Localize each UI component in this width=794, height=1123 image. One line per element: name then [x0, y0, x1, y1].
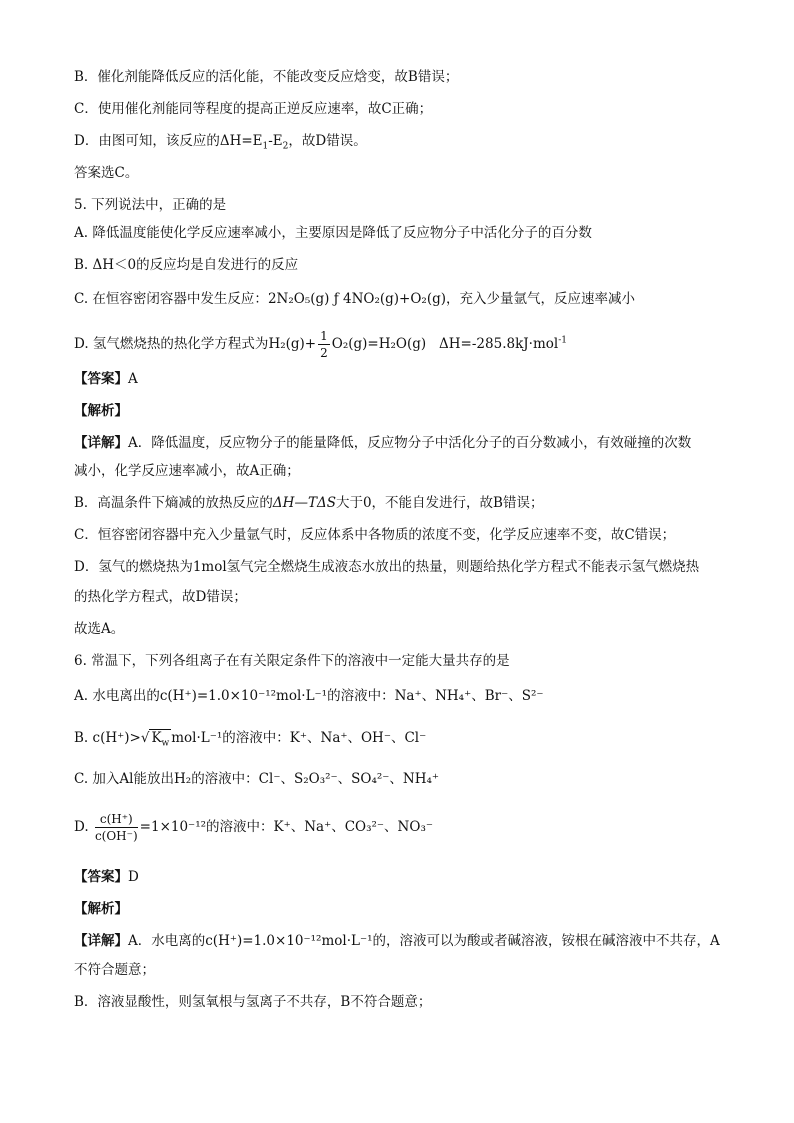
text-span: D．由图可知，该反应的ΔH=E — [74, 133, 263, 149]
subscript: 2 — [282, 141, 289, 152]
equation: O₂(g)=H₂O(g) — [331, 336, 427, 352]
analysis-tag — [74, 401, 128, 421]
text-span: A．降低温度，反应物分子的能量降低，反应物分子中活化分子的百分数减小，有效碰撞的次数 — [128, 435, 692, 451]
equation: H₂ — [174, 771, 192, 787]
text-span: D. 氢气燃烧热的热化学方程式为 — [74, 336, 269, 352]
text-line: 的热化学方程式，故D错误； — [74, 589, 247, 605]
analysis-label: 【解析】 — [74, 901, 128, 917]
text-span: 的溶液中：Na⁺、NH₄⁺、Br⁻、S²⁻ — [327, 688, 544, 704]
equation: mol·L⁻¹ — [171, 730, 223, 746]
text-span: -E — [268, 133, 283, 149]
text-span: C. 加入Al能放出 — [74, 771, 174, 787]
denominator: 2 — [320, 346, 328, 360]
answer-tag: 【答案】 — [74, 869, 128, 885]
analysis-label: 【解析】 — [74, 403, 128, 419]
text-line: B．溶液显酸性，则氢氧根与氢离子不共存，B不符合题意； — [74, 994, 432, 1010]
option-c — [74, 769, 439, 789]
text-span: A．水电离的c(H⁺)=1.0×10⁻¹²mol·L⁻¹的，溶液可以为酸或者碱溶液，铵根在碱溶液中不共存，A — [128, 933, 720, 949]
text-line: D．氢气的燃烧热为1mol氢气完全燃烧生成液态水放出的热量，则题给热化学方程式不能表示氢气燃烧热 — [74, 559, 700, 575]
answer-value: A — [128, 371, 138, 387]
denominator: c(OH⁻) — [94, 829, 138, 843]
detail-line — [74, 433, 691, 453]
question-title: 6. 常温下，下列各组离子在有关限定条件下的溶液中一定能大量共存的是 — [74, 653, 510, 669]
subscript: w — [161, 738, 170, 749]
equation: c(H⁺)=1.0×10⁻¹²mol·L⁻¹ — [159, 688, 328, 704]
text-line: 不符合题意； — [74, 962, 155, 978]
option-d — [74, 811, 433, 844]
text-line: C．使用催化剂能同等程度的提高正逆反应速率，故C正确； — [74, 101, 433, 117]
text-span: 的溶液中：K⁺、Na⁺、CO₃²⁻、NO₃⁻ — [206, 819, 433, 835]
text-line: 答案选C。 — [74, 165, 139, 181]
text-line: B．催化剂能降低反应的活化能，不能改变反应焓变，故B错误； — [74, 69, 459, 85]
text-span: K — [151, 730, 162, 746]
question-title: 5. 下列说法中，正确的是 — [74, 197, 227, 213]
option-c — [74, 289, 635, 309]
text-span: B．高温条件下熵减的放热反应的 — [74, 495, 273, 511]
superscript: -1 — [558, 335, 567, 346]
option-d — [74, 328, 567, 361]
equation: H₂(g)+ — [268, 336, 317, 352]
text-line — [74, 493, 543, 513]
text-span: 的溶液中：Cl⁻、S₂O₃²⁻、SO₄²⁻、NH₄⁺ — [191, 771, 440, 787]
text-span: ，充入少量氩气，反应速率减小 — [446, 291, 636, 307]
numerator: c(H⁺) — [95, 811, 138, 828]
fraction — [318, 328, 330, 361]
option-b: B. ΔH＜0的反应均是自发进行的反应 — [74, 257, 299, 273]
equation: c(H⁺)> — [92, 730, 141, 746]
sqrt-radicand — [149, 729, 171, 749]
detail-tag: 【详解】 — [74, 933, 128, 949]
text-span: C. 在恒容密闭容器中发生反应： — [74, 291, 268, 307]
option-a — [74, 686, 544, 706]
text-line: C．恒容密闭容器中充入少量氩气时，反应体系中各物质的浓度不变，化学反应速率不变，故C错误； — [74, 527, 676, 543]
text-span: 的溶液中：K⁺、Na⁺、OH⁻、Cl⁻ — [222, 730, 427, 746]
option-a: A. 降低温度能使化学反应速率减小，主要原因是降低了反应物分子中活化分子的百分数 — [74, 225, 592, 241]
answer-line — [74, 369, 138, 389]
text-span: B. — [74, 730, 93, 746]
answer-value: D — [128, 869, 139, 885]
text-span: A. 水电离出的 — [74, 688, 160, 704]
subscript: 1 — [262, 141, 269, 152]
equation: 2N₂O₅(g) ƒ 4NO₂(g)+O₂(g) — [267, 291, 447, 307]
text-line: 减小，化学反应速率减小，故A正确； — [74, 463, 300, 479]
text-span: ΔH=-285.8kJ·mol — [439, 336, 559, 352]
text-span: 大于0，不能自发进行，故B错误； — [335, 495, 544, 511]
text-line — [74, 131, 367, 151]
option-b: B. c(H⁺)>√ $K_w$ mol·L⁻¹的溶液中：K⁺、Na⁺、OH⁻、Cl⁻ — [74, 730, 427, 749]
detail-line — [74, 931, 720, 951]
analysis-tag — [74, 899, 128, 919]
text-line: 故选A。 — [74, 621, 125, 637]
answer-tag: 【答案】 — [74, 371, 128, 387]
equation: =1×10⁻¹² — [139, 819, 207, 835]
text-span: ，故D错误。 — [288, 133, 367, 149]
answer-line — [74, 867, 139, 887]
italic-term: ΔH—TΔS — [272, 495, 336, 511]
numerator: 1 — [320, 329, 328, 343]
fraction — [95, 811, 138, 844]
text-span: D. — [74, 819, 93, 835]
detail-tag: 【详解】 — [74, 435, 128, 451]
